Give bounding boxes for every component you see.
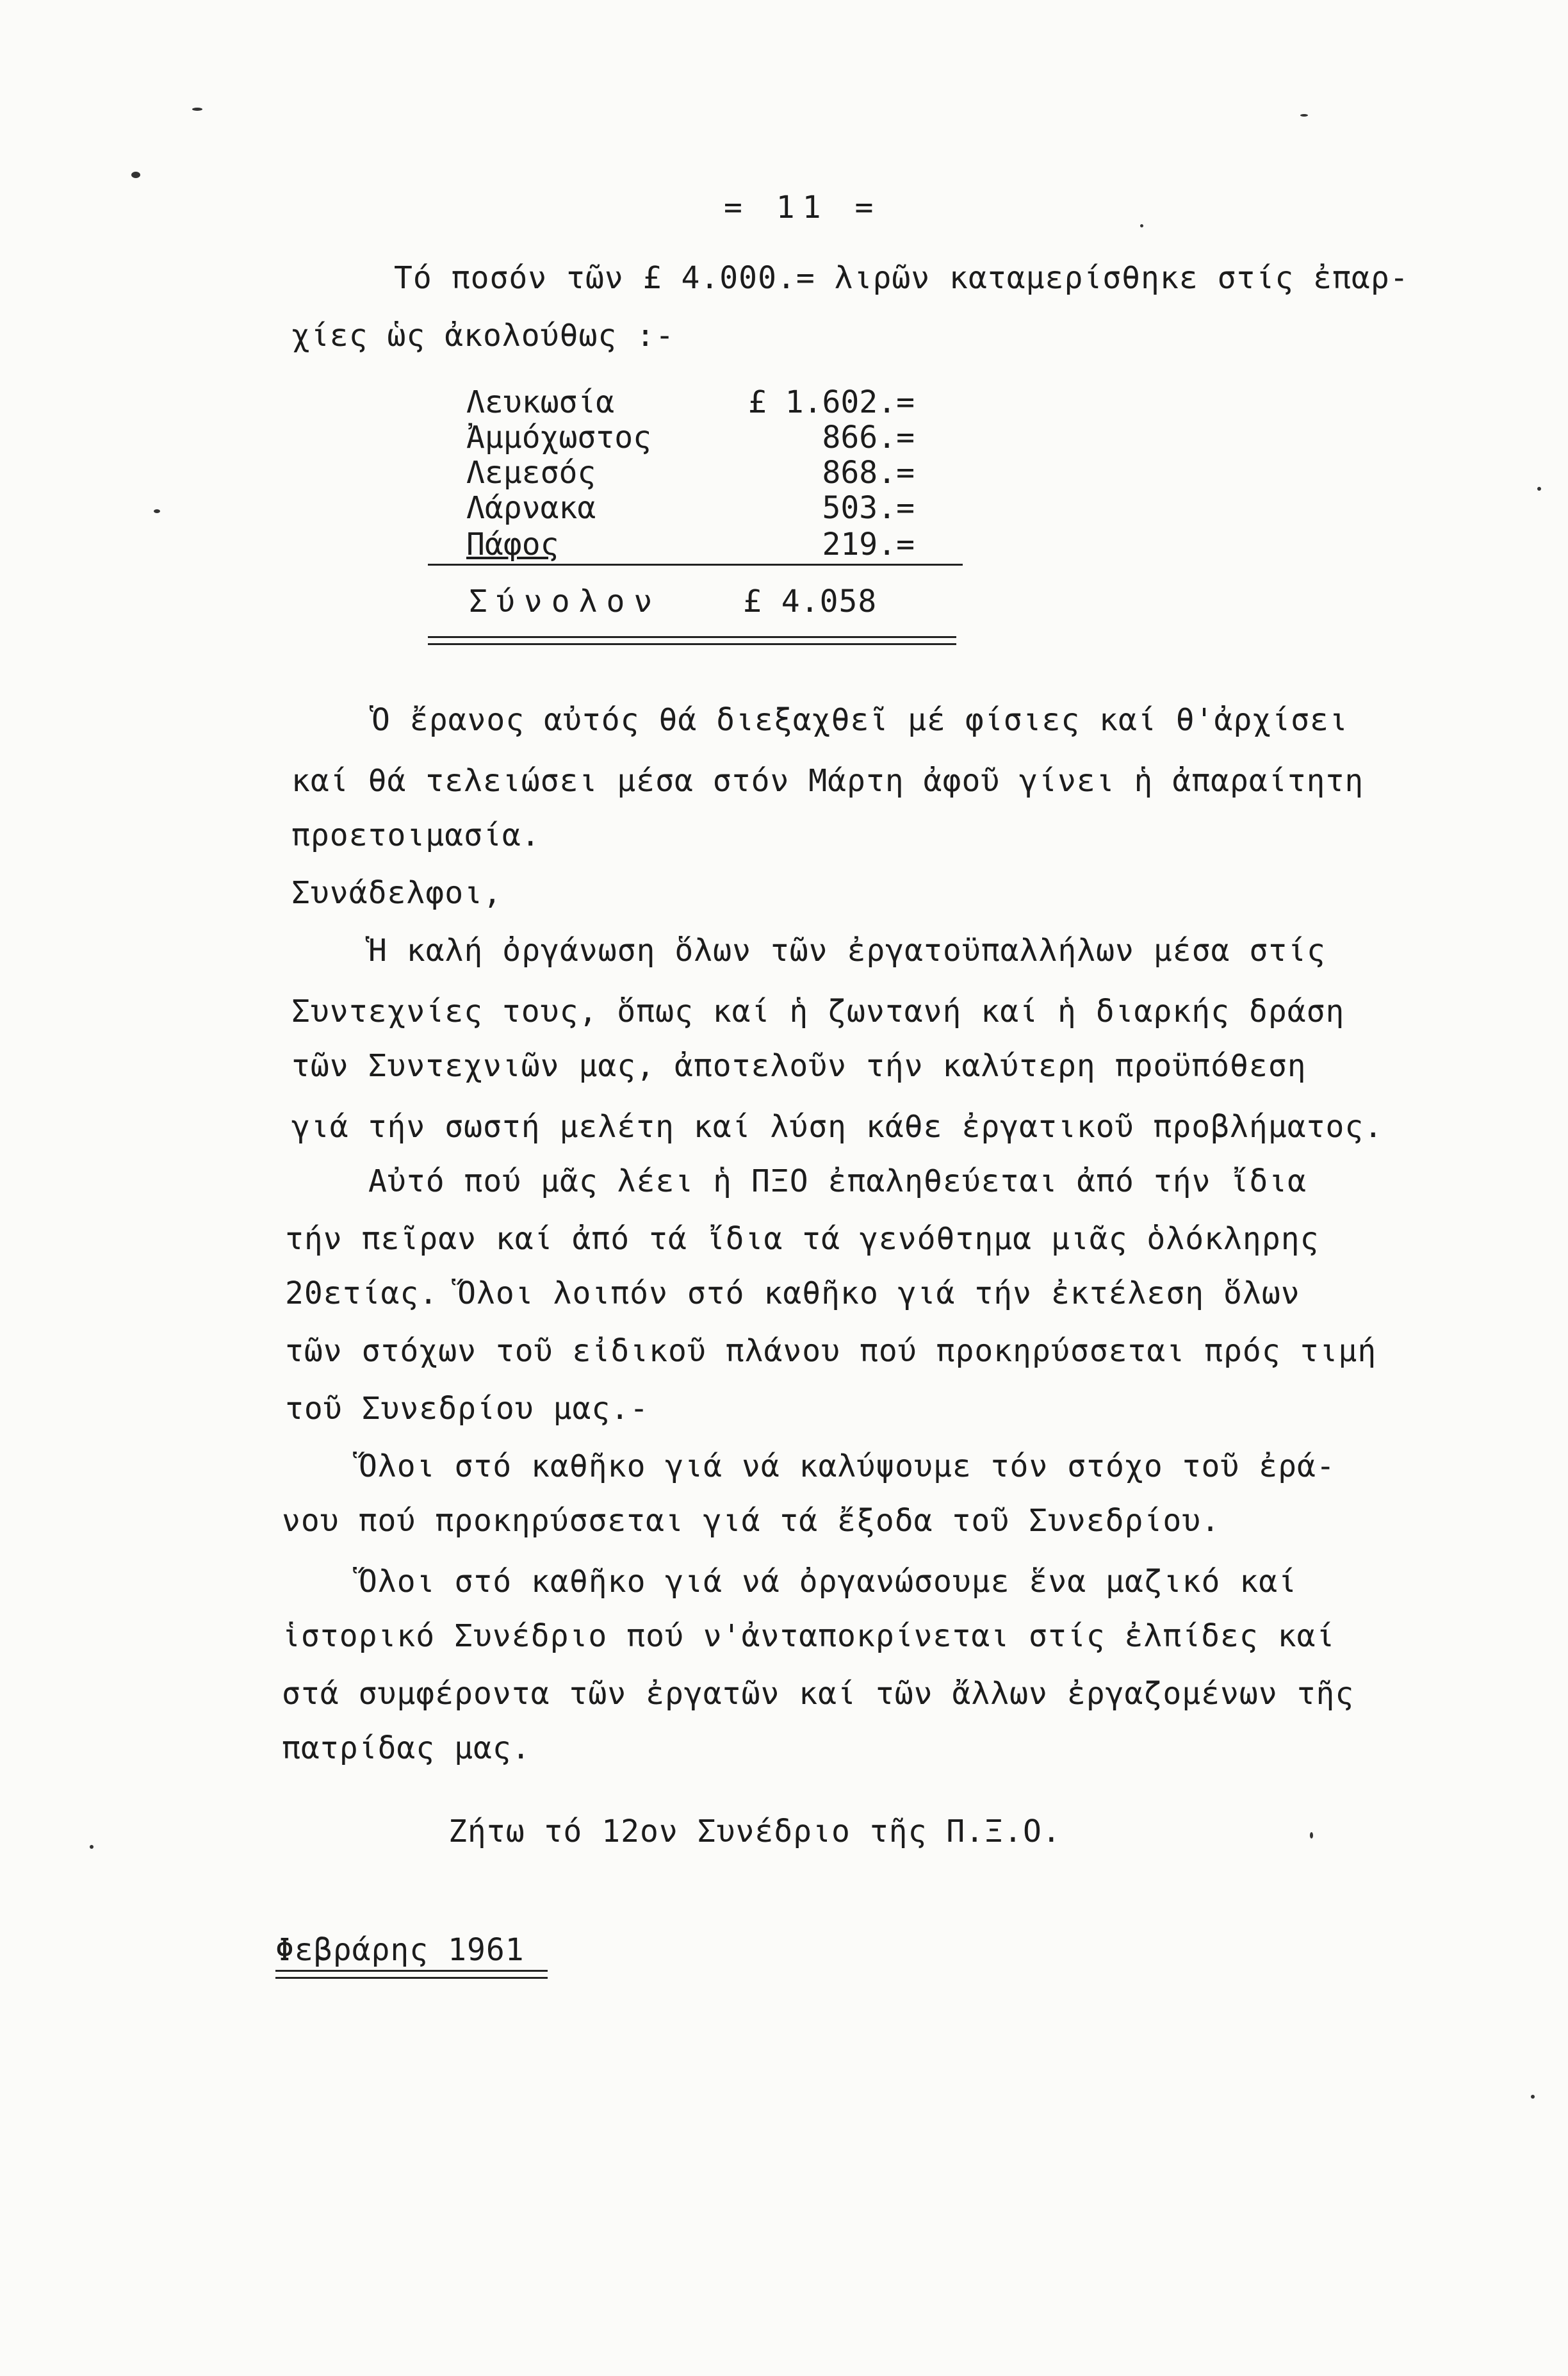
paragraph-line: Ὁ ἔρανος αὐτός θά διεξαχθεῖ μέ φίσιες καί θ'ἀρχίσει [372,702,1348,738]
district-amount: 503.= [822,490,915,526]
district-row [466,455,915,493]
paragraph-line: τῶν στόχων τοῦ εἰδικοῦ πλάνου πού προκηρύσσεται πρός τιμή [285,1333,1377,1369]
paragraph-line: στά συμφέροντα τῶν ἐργατῶν καί τῶν ἄλλων ἐργαζομένων τῆς [282,1676,1355,1712]
scan-speck [1310,1832,1313,1839]
scan-speck [90,1845,94,1849]
paragraph-line: Ἡ καλή ὀργάνωση ὅλων τῶν ἐργατοϋπαλλήλων μέσα στίς [368,933,1326,969]
scan-speck [1531,2095,1535,2099]
scan-speck [1537,487,1541,491]
date-rule-bottom [275,1977,548,1979]
district-amount: £ 1.602.= [747,384,915,420]
paragraph-line: νου πού προκηρύσσεται γιά τά ἔξοδα τοῦ Συνεδρίου. [282,1503,1221,1539]
scan-speck [1300,114,1308,117]
district-amount: 868.= [822,455,915,491]
district-row [466,490,915,528]
district-name: Λάρνακα [466,490,596,526]
scan-speck [154,509,160,513]
paragraph-line: Συντεχνίες τους, ὅπως καί ἡ ζωντανή καί ἡ διαρκής δράση [291,994,1345,1029]
scan-speck [192,108,202,111]
page-number: = 11 = [724,190,881,225]
sum-rule [428,564,963,566]
paragraph-line: τοῦ Συνεδρίου μας.- [285,1391,649,1427]
district-row [466,420,915,458]
total-label: Σύνολον [469,584,662,619]
district-name: Λευκωσία [466,384,615,420]
scan-speck [131,172,140,178]
paragraph-line: γιά τήν σωστή μελέτη καί λύση κάθε ἐργατικοῦ προβλήματος. [291,1109,1384,1145]
paragraph-line: Ὅλοι στό καθῆκο γιά νά ὀργανώσουμε ἕνα μαζικό καί [359,1564,1298,1600]
district-name: Ἀμμόχωστος [466,420,651,455]
paragraph-line: Ὅλοι στό καθῆκο γιά νά καλύψουμε τόν στόχο τοῦ ἐρά- [359,1448,1335,1484]
district-name: Λεμεσός [466,455,596,491]
paragraph-line: προετοιμασία. [291,817,541,853]
closing-slogan: Ζήτω τό 12ον Συνέδριο τῆς Π.Ξ.Ο. [448,1814,1061,1849]
paragraph-line: τήν πεῖραν καί ἀπό τά ἴδια τά γενόθτημα μιᾶς ὁλόκληρης [285,1221,1319,1257]
document-date: Φεβράρης 1961 [275,1932,525,1968]
double-rule-bottom [428,643,956,645]
paragraph-line: 20ετίας. Ὅλοι λοιπόν στό καθῆκο γιά τήν ἐκτέλεση ὅλων [285,1275,1300,1311]
paragraph-line: ἱστορικό Συνέδριο πού ν'ἀνταποκρίνεται στίς ἐλπίδες καί [282,1618,1335,1654]
district-row [466,384,915,423]
paragraph-line: τῶν Συντεχνιῶν μας, ἀποτελοῦν τήν καλύτερη προϋπόθεση [291,1048,1307,1084]
paragraph-line: Αὐτό πού μᾶς λέει ἡ ΠΞΟ ἐπαληθεύεται ἀπό τήν ἴδια [368,1163,1307,1199]
paragraph-line: πατρίδας μας. [282,1730,531,1766]
paragraph-line: καί θά τελειώσει μέσα στόν Μάρτη ἀφοῦ γίνει ἡ ἀπαραίτητη [291,763,1364,799]
intro-line-1: Τό ποσόν τῶν £ 4.000.= λιρῶν καταμερίσθηκε στίς ἐπαρ- [394,260,1409,296]
date-rule-top [275,1970,548,1972]
intro-line-2: χίες ὡς ἀκολούθως :- [291,318,674,354]
scan-speck [1140,224,1143,227]
district-row [466,527,915,565]
total-value: £ 4.058 [743,584,878,619]
salutation: Συνάδελφοι, [291,875,502,911]
double-rule-top [428,636,956,638]
district-amount: 866.= [822,420,915,455]
district-name: Πάφος [466,527,559,562]
district-amount: 219.= [822,527,915,562]
